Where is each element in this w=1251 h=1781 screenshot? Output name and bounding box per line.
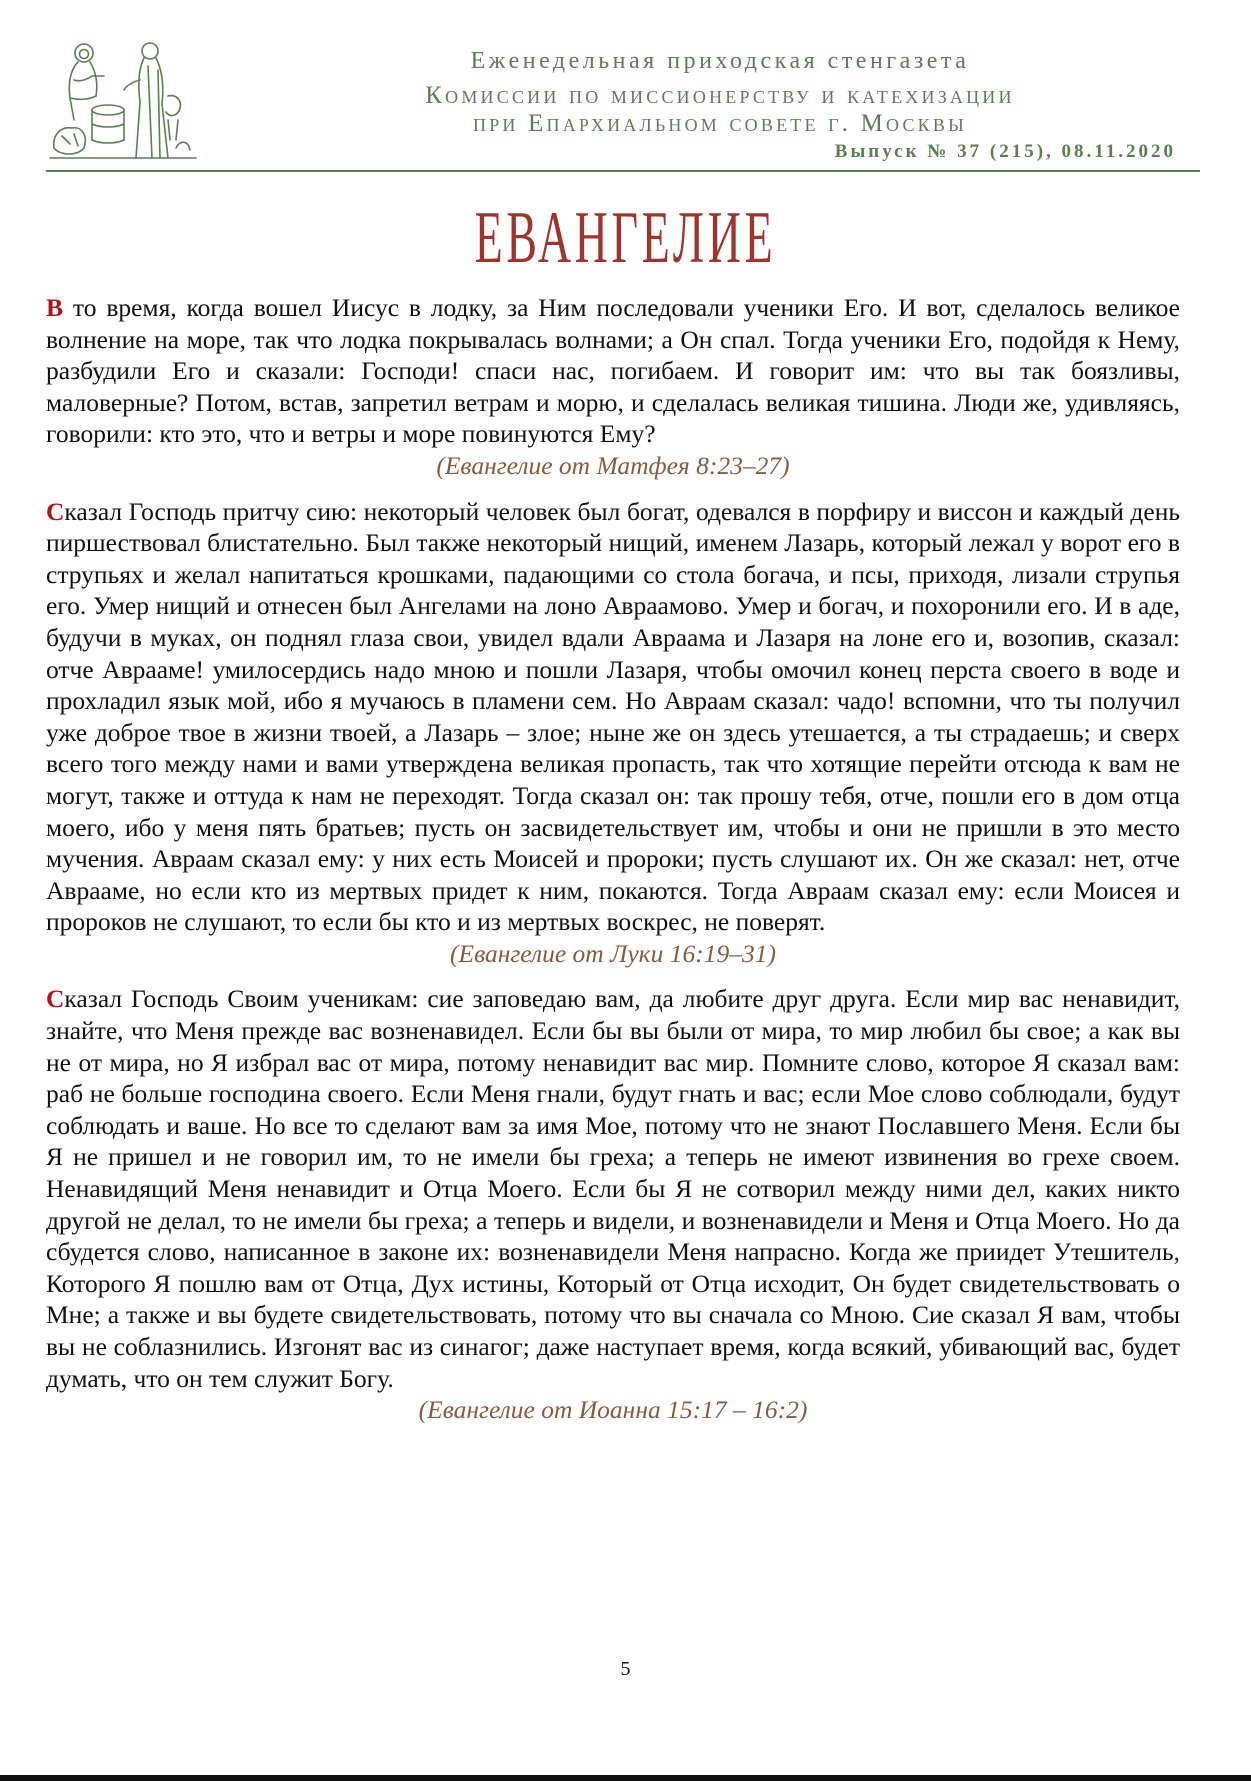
page-title: ЕВАНГЕЛИЕ — [474, 197, 777, 279]
reading-reference-3: (Евангелие от Иоанна 15:17 – 16:2) — [418, 1395, 808, 1425]
drop-cap-initial: В — [46, 293, 64, 322]
reading-reference-2: (Евангелие от Луки 16:19–31) — [450, 938, 776, 968]
page-number: 5 — [620, 1658, 631, 1680]
reading-text: казал Господь притчу сию: некоторый человек был богат, одевался в порфиру и виссон и каждый день пиршествовал блистательно. Был также некоторый нищий, именем Лазарь, который лежал у ворот его в струпьях и желал напитаться крошками, падающими со стола богача, и псы, приходя, лизали струпья его. Умер нищий и отнесен был Ангелами на лоно Авраамово. Умер и богач, и похоронили его. И в аде, будучи в муках, он поднял глаза свои, увидел вдали Авраама и Лазаря на лоне его и, возопив, сказал: отче Аврааме! умилосердись надо мною и пошли Лазаря, чтобы омочил конец перста своего в воде и прохладил язык мой, ибо я мучаюсь в пламени сем. Но Авраам сказал: чадо! вспомни, что ты получил уже доброе твое в жизни твоей, а Лазарь – злое; ныне же он здесь утешается, а ты страдаешь; и сверх всего того между нами и вами утверждена великая пропасть, так что хотящие перейти отсюда к вам не могут, также и оттуда к нам не переходят. Тогда сказал он: так прошу тебя, отче, пошли его в дом отца моего, ибо у меня пять братьев; пусть он засвидетельствует им, чтобы и они не пришли в это место мучения. Авраам сказал ему: у них есть Моисей и пророки; пусть слушают их. Он же сказал: нет, отче Аврааме, но если кто из мертвых придет к ним, покаются. Тогда Авраам сказал ему: если Моисея и пророков не слушают, то если бы кто и из мертвых воскрес, не поверят. — [46, 496, 1180, 937]
readings-column — [46, 292, 1180, 1440]
reading-paragraph-3 — [46, 983, 1180, 1394]
drop-cap-initial: С — [46, 496, 65, 526]
header-divider — [46, 170, 1200, 172]
reading-text: казал Господь Своим ученикам: сие заповедаю вам, да любите друг друга. Если мир вас ненавидит, знайте, что Меня прежде вас возненавидел. Если бы вы были от мира, то мир любил бы свое; а как вы не от мира, но Я избрал вас от мира, потому ненавидит вас мир. Помните слово, которое Я сказал вам: раб не больше господина своего. Если Меня гнали, будут гнать и вас; если Мое слово соблюдали, будут соблюдать и ваше. Но все то сделают вам за имя Мое, потому что не знают Пославшего Меня. Если бы Я не пришел и не говорил им, то не имели бы греха; а теперь не имеют извинения во грехе своем. Ненавидящий Меня ненавидит и Отца Моего. Если бы Я не сотворил между ними дел, каких никто другой не делал, то не имели бы греха; а теперь и видели, и возненавидели и Меня и Отца Моего. Но да сбудется слово, написанное в законе их: возненавидели Меня напрасно. Когда же приидет Утешитель, Которого Я пошлю вам от Отца, Дух истины, Который от Отца исходит, Он будет свидетельствовать о Мне; а также и вы будете свидетельствовать, потому что вы сначала со Мною. Сие сказал Я вам, чтобы вы не соблазнились. Изгонят вас из синагог; даже наступает время, когда всякий, убивающий вас, будет думать, что он тем служит Богу. — [46, 984, 1180, 1393]
header-line-weekly: Еженедельная приходская стенгазета — [470, 48, 970, 74]
drop-cap-initial: С — [46, 984, 65, 1014]
header-line-council: при Епархиальном совете г. Москвы — [473, 110, 967, 137]
reading-paragraph-2 — [46, 496, 1180, 938]
reading-text: то время, когда вошел Иисус в лодку, за Ним последовали ученики Его. И вот, сделалось великое волнение на море, так что лодка покрывалась волнами; а Он спал. Тогда ученики Его, подойдя к Нему, разбудили Его и сказали: Господи! спаси нас, погибаем. И говорит им: что вы так боязливы, маловерные? Потом, встав, запретил ветрам и морю, и сделалась великая тишина. Люди же, удивляясь, говорили: кто это, что и ветры и море повинуются Ему? — [46, 293, 1180, 449]
issue-number: Выпуск № 37 (215), 08.11.2020 — [834, 141, 1176, 162]
header-line-commission: Комиссии по миссионерству и катехизации — [425, 82, 1015, 109]
bottom-border — [0, 1775, 1251, 1781]
reading-reference-1: (Евангелие от Матфея 8:23–27) — [436, 450, 790, 480]
logo-figures-at-well — [48, 40, 198, 162]
reading-paragraph-1 — [46, 292, 1180, 450]
